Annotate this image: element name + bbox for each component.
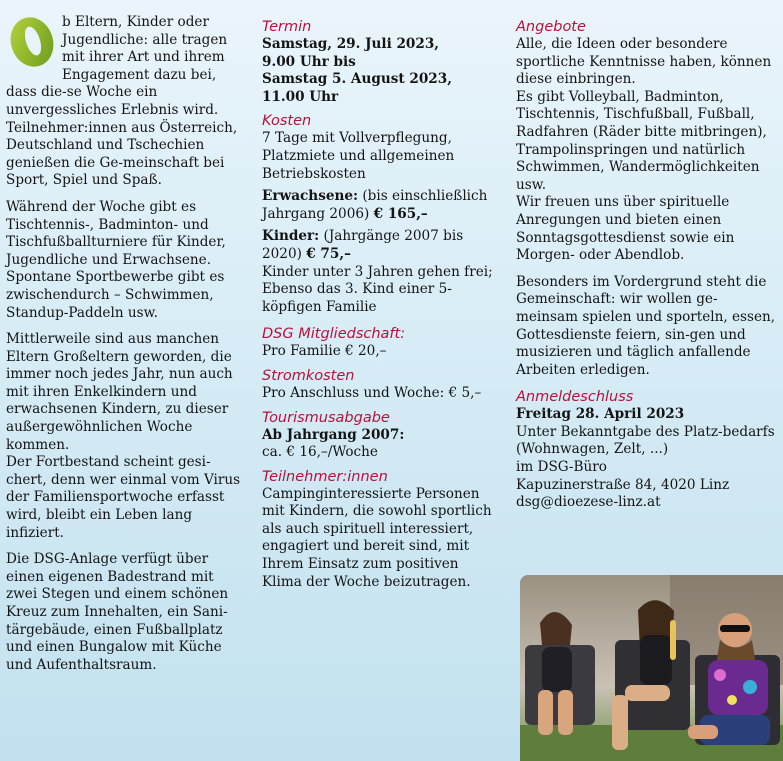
termin-line-3: Samstag 5. August 2023,	[262, 71, 452, 88]
continuation-paragraph: Der Fortbestand scheint gesi-chert, denn wer einmal vom Virus der Familiensportwoche erfasst wird, bleibt ein Leben lang infiziert.	[6, 454, 241, 541]
strom-heading: Stromkosten	[262, 367, 355, 384]
tourismus-section	[262, 409, 502, 462]
termin-heading: Termin	[262, 19, 312, 35]
kinder-label: Kinder:	[262, 228, 320, 245]
strom-text: Pro Anschluss und Woche: € 5,–	[262, 384, 482, 401]
tourismus-heading: Tourismusabgabe	[262, 409, 390, 426]
angebote-heading: Angebote	[516, 19, 586, 35]
tourismus-bold: Ab Jahrgang 2007:	[262, 426, 405, 443]
anmeldeschluss-date: Freitag 28. April 2023	[516, 406, 685, 423]
photo-of-three-people-icon	[520, 575, 783, 761]
dsg-section	[262, 325, 502, 361]
erwachsene-text: (bis einschließlich Jahrgang 2006)	[262, 188, 488, 222]
erwachsene-amount: € 165,–	[373, 205, 428, 222]
column-offers	[516, 18, 778, 512]
dsg-text: Pro Familie € 20,–	[262, 343, 387, 360]
kosten-heading: Kosten	[262, 113, 312, 130]
facilities-paragraph: Die DSG-Anlage verfügt über einen eigenen Badestrand mit zwei Stegen und einem schönen Kreuz zum Innehalten, ein Sani-tärgebäude, einen Fußballplatz und einen Bungalow mit Küche und Aufenthaltsraum.	[6, 551, 229, 673]
termin-line-1: Samstag, 29. Juli 2023,	[262, 36, 440, 52]
kinder-note: Kinder unter 3 Jahren gehen frei; Ebenso das 3. Kind einer 5-köpfigen Familie	[262, 263, 493, 315]
kosten-section	[262, 112, 502, 316]
column-details	[262, 18, 502, 597]
anmeldeschluss-heading: Anmeldeschluss	[516, 389, 634, 406]
termin-line-4: 11.00 Uhr	[262, 88, 339, 105]
tournament-paragraph: Während der Woche gibt es Tischtennis-, Badminton- und Tischfußballturniere für Kinder, Jugendliche und Erwachsene. Spontane Sportbewerbe gibt es zwischendurch – Schwimmen, Standup-Paddeln usw.	[6, 198, 226, 321]
angebote-text-1: Alle, die Ideen oder besondere sportliche Kenntnisse haben, können diese einbringen.	[516, 36, 772, 88]
termin-section	[262, 18, 502, 106]
angebote-text-4: Besonders im Vordergrund steht die Gemeinschaft: wir wollen ge-meinsam spielen und sporteln, essen, Gottesdienste feiern, sin-gen und musizieren und täglich anfallende Arbeiten erledigen.	[516, 273, 776, 378]
tourismus-text: ca. € 16,–/Woche	[262, 444, 378, 461]
erwachsene-price	[262, 188, 502, 223]
angebote-text-3: Wir freuen uns über spirituelle Anregungen und bieten einen Sonntagsgottesdienst sowie ein Morgen- oder Abendlob.	[516, 194, 735, 264]
dsg-heading: DSG Mitgliedschaft:	[262, 326, 406, 343]
termin-line-2: 9.00 Uhr bis	[262, 53, 356, 70]
angebote-text-2: Es gibt Volleyball, Badminton, Tischtennis, Tischfußball, Fußball, Radfahren (Räder bitte mitbringen), Trampolinspringen und natürlich Schwimmen, Wandermöglichkeiten usw.	[516, 88, 767, 193]
anmeldeschluss-email[interactable]: dsg@dioezese-linz.at	[516, 494, 661, 511]
grandparents-paragraph	[6, 331, 242, 454]
anmeldeschluss-text-1: Unter Bekanntgabe des Platz-bedarfs (Wohnwagen, Zelt, ...)	[516, 423, 775, 458]
anmeldeschluss-address: Kapuzinerstraße 84, 4020 Linz	[516, 476, 730, 493]
teilnehmer-text: Campinginteressierte Personen mit Kindern, die sowohl sportlich als auch spirituell interessiert, engagiert und bereit sind, mit Ihrem Einsatz zum positiven Klima der Woche beizutragen.	[262, 485, 492, 590]
intro-paragraph: b Eltern, Kinder oder Jugendliche: alle tragen mit ihrer Art und ihrem Engagement dazu bei, dass die-se Woche ein unvergessliches Erlebnis wird. Teilnehmer:innen aus Österreich, Deutschland und Tschechien genießen die Ge-meinschaft bei Sport, Spiel und Spaß.	[6, 14, 238, 189]
grandparents-text: Mittlerweile sind aus manchen Eltern Großeltern geworden, die immer noch jedes Jahr, nun auch mit ihren Enkelkindern und erwachsenen Kindern, zu dieser außergewöhnlichen Woche kommen.	[6, 331, 233, 453]
kinder-price	[262, 228, 502, 263]
anmeldeschluss-text-2: im DSG-Büro	[516, 459, 607, 476]
kinder-amount: € 75,–	[306, 245, 351, 262]
column-intro	[6, 14, 242, 683]
kosten-text: 7 Tage mit Vollverpflegung, Platzmiete und allgemeinen Betriebskosten	[262, 130, 455, 182]
erwachsene-label: Erwachsene:	[262, 188, 359, 205]
dropcap-o	[6, 14, 56, 69]
strom-section	[262, 367, 502, 403]
teilnehmer-section	[262, 468, 502, 592]
camping-photo	[520, 575, 783, 761]
kinder-text: (Jahrgänge 2007 bis 2020)	[262, 228, 464, 262]
teilnehmer-heading: Teilnehmer:innen	[262, 468, 388, 485]
